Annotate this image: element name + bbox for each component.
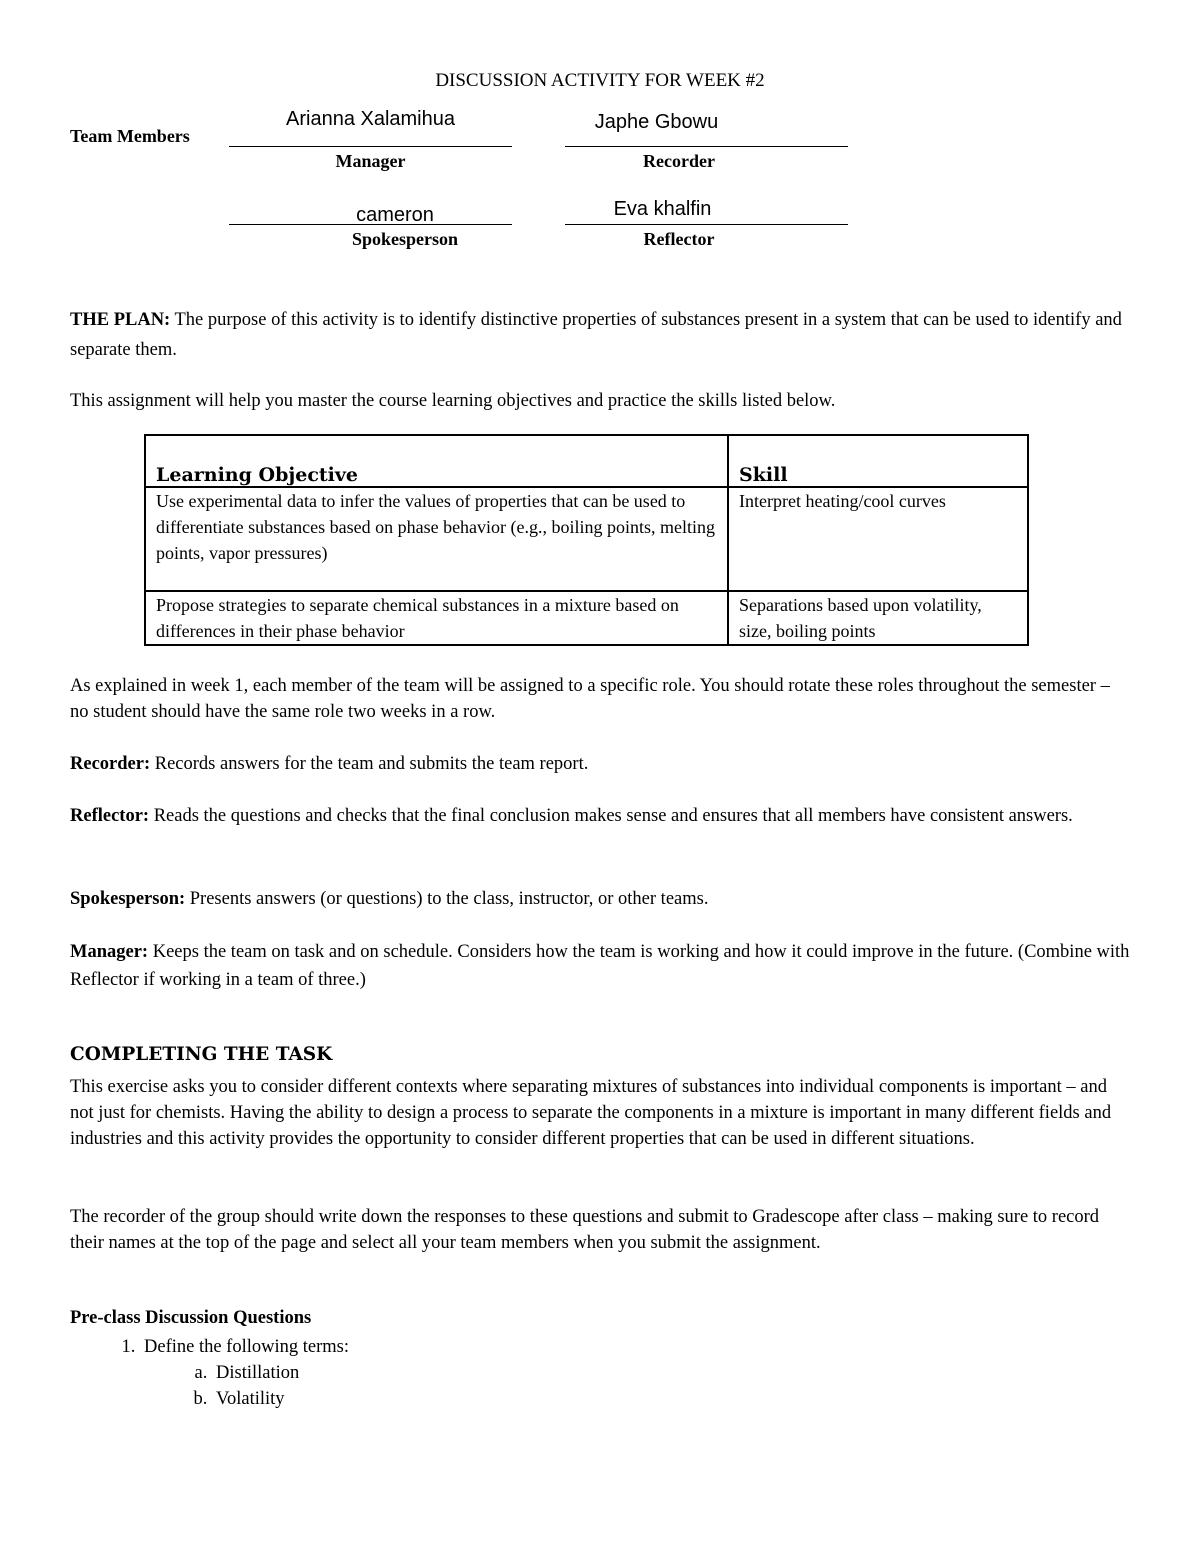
reflector-underline: [565, 224, 848, 225]
role-description: Reads the questions and checks that the final conclusion makes sense and ensures that all members have consistent answers.: [149, 806, 1073, 826]
page-title: DISCUSSION ACTIVITY FOR WEEK #2: [435, 70, 765, 91]
term-distillation: Distillation: [216, 1363, 300, 1383]
plan-paragraph: [70, 305, 1132, 365]
skill-header: Skill: [728, 435, 1028, 487]
skill-cell: Interpret heating/cool curves: [728, 487, 1028, 591]
manager-name-field[interactable]: Arianna Xalamihua: [286, 108, 455, 130]
role-label: Manager:: [70, 942, 149, 962]
plan-text: The purpose of this activity is to identify distinctive properties of substances present in a system that can be used to identify and separate them.: [70, 310, 1122, 360]
preclass-question-list: [70, 1334, 349, 1412]
team-members-label: Team Members: [70, 126, 190, 146]
terms-list: [144, 1360, 349, 1412]
recorder-underline: [565, 146, 848, 147]
task-heading: COMPLETING THE TASK: [70, 1044, 333, 1065]
objective-cell: Propose strategies to separate chemical substances in a mixture based on differences in their phase behavior: [145, 591, 728, 645]
objective-cell: Use experimental data to infer the values of properties that can be used to differentiate substances based on phase behavior (e.g., boiling points, melting points, vapor pressures): [145, 487, 728, 591]
roles-intro: As explained in week 1, each member of the team will be assigned to a specific role. You should rotate these roles throughout the semester – no student should have the same role two weeks in a row.: [70, 676, 1110, 722]
role-description: Records answers for the team and submits the team report.: [150, 754, 589, 774]
list-item: [212, 1386, 349, 1412]
role-label: Spokesperson:: [70, 889, 186, 909]
task-paragraph-2: The recorder of the group should write down the responses to these questions and submit to Gradescope after class – making sure to record their names at the top of the page and select all your team members when you submit the assignment.: [70, 1207, 1100, 1253]
skill-cell: Separations based upon volatility, size, boiling points: [728, 591, 1028, 645]
manager-underline: [229, 146, 512, 147]
role-recorder: [70, 751, 1132, 777]
table-row: [145, 591, 1028, 645]
role-spokesperson: [70, 886, 1132, 912]
role-label: Recorder:: [70, 754, 151, 774]
reflector-name-field[interactable]: Eva khalfin: [613, 198, 712, 220]
spokesperson-underline: [229, 224, 512, 225]
spokesperson-name-field[interactable]: cameron: [356, 204, 434, 226]
role-label: Reflector:: [70, 806, 150, 826]
manager-role-label: Manager: [335, 151, 406, 171]
preclass-heading: Pre-class Discussion Questions: [70, 1308, 312, 1328]
task-paragraph-1: This exercise asks you to consider different contexts where separating mixtures of substances into individual components is important – and not just for chemists. Having the ability to design a process to separate the components in a mixture is important in many different fields and industries and this activity provides the opportunity to consider different properties that can be used in different situations.: [70, 1077, 1112, 1149]
role-description: Keeps the team on task and on schedule. Considers how the team is working and how it could improve in the future. (Combine with Reflector if working in a team of three.): [70, 942, 1130, 990]
reflector-role-label: Reflector: [643, 229, 715, 249]
spokesperson-role-label: Spokesperson: [352, 229, 459, 249]
term-volatility: Volatility: [216, 1389, 285, 1409]
list-item: [140, 1334, 349, 1412]
question-text: Define the following terms:: [144, 1337, 349, 1357]
recorder-role-label: Recorder: [643, 151, 715, 171]
role-reflector: [70, 802, 1132, 831]
plan-label: THE PLAN:: [70, 310, 171, 330]
table-header-row: [145, 435, 1028, 487]
role-description: Presents answers (or questions) to the class, instructor, or other teams.: [185, 889, 709, 909]
list-item: [212, 1360, 349, 1386]
learning-objective-header: Learning Objective: [145, 435, 728, 487]
learning-objectives-table: [144, 434, 1029, 646]
assignment-paragraph: This assignment will help you master the course learning objectives and practice the skills listed below.: [70, 391, 836, 411]
recorder-name-field[interactable]: Japhe Gbowu: [594, 111, 719, 133]
table-row: [145, 487, 1028, 591]
role-manager: [70, 938, 1132, 994]
